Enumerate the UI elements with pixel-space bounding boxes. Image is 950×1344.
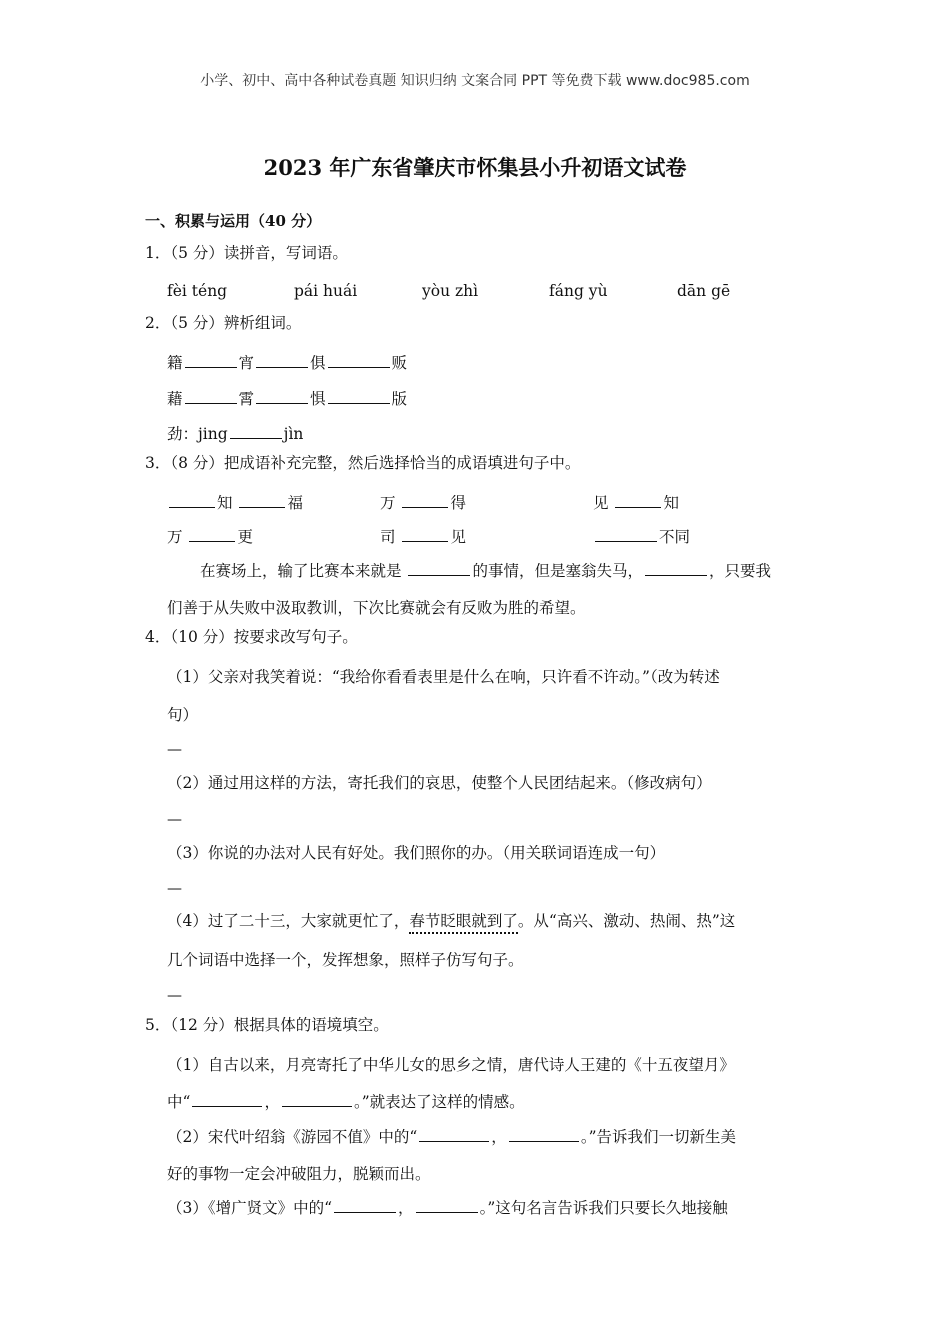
char: 得 bbox=[450, 494, 466, 512]
char: 福 bbox=[287, 494, 303, 512]
text: ， bbox=[398, 1199, 414, 1217]
char: 司 bbox=[380, 528, 396, 546]
question-2-stem: 2．（5 分）辨析组词。 bbox=[145, 314, 302, 332]
q4-sub-2: （2）通过用这样的方法，寄托我们的哀思，使整个人民团结起来。（修改病句） bbox=[167, 774, 712, 792]
pinyin-5: dān gē bbox=[677, 282, 731, 300]
char: 更 bbox=[237, 528, 253, 546]
text: 在赛场上，输了比赛本来就是 bbox=[200, 562, 402, 580]
answer-blank[interactable] bbox=[282, 1092, 352, 1107]
q4-sub-4-line-2: 几个词语中选择一个，发挥想象，照样子仿写句子。 bbox=[167, 951, 524, 969]
question-1-stem: 1．（5 分）读拼音，写词语。 bbox=[145, 244, 348, 262]
question-3-stem: 3．（8 分）把成语补充完整，然后选择恰当的成语填进句子中。 bbox=[145, 454, 581, 472]
q3-paragraph-line-2: 们善于从失败中汲取教训，下次比赛就会有反败为胜的希望。 bbox=[167, 599, 586, 617]
q2-row-2 bbox=[167, 387, 407, 409]
char: 不同 bbox=[659, 528, 691, 546]
q4-sub-1-line-1: （1）父亲对我笑着说：“我给你看看表里是什么在响，只许看不许动。”（改为转述 bbox=[167, 668, 720, 686]
q5-sub-2-line-1 bbox=[167, 1125, 736, 1147]
idiom-5 bbox=[380, 525, 466, 547]
page-title: 2023 年广东省肇庆市怀集县小升初语文试卷 bbox=[263, 155, 687, 180]
answer-blank[interactable] bbox=[185, 389, 237, 404]
answer-blank[interactable] bbox=[239, 493, 285, 508]
answer-dash[interactable]: — bbox=[167, 810, 182, 828]
text: （2）宋代叶绍翁《游园不值》中的“ bbox=[167, 1128, 418, 1146]
answer-blank[interactable] bbox=[169, 493, 215, 508]
section-heading: 一、积累与运用（40 分） bbox=[145, 212, 322, 230]
answer-blank[interactable] bbox=[230, 424, 282, 439]
idiom-6 bbox=[593, 525, 690, 547]
q2-row-3 bbox=[167, 422, 303, 444]
answer-blank[interactable] bbox=[334, 1198, 396, 1213]
answer-blank[interactable] bbox=[408, 561, 470, 576]
q4-sub-3: （3）你说的办法对人民有好处。我们照你的办。（用关联词语连成一句） bbox=[167, 844, 666, 862]
answer-dash[interactable]: — bbox=[167, 879, 182, 897]
answer-blank[interactable] bbox=[615, 493, 661, 508]
answer-blank[interactable] bbox=[416, 1198, 478, 1213]
char: 藉 bbox=[167, 390, 183, 408]
q5-sub-1-line-2 bbox=[167, 1090, 525, 1112]
text: 。”就表达了这样的情感。 bbox=[353, 1093, 525, 1111]
answer-dash[interactable]: — bbox=[167, 740, 182, 758]
answer-blank[interactable] bbox=[328, 353, 390, 368]
label: 劲：jing bbox=[167, 425, 228, 443]
q2-row-1 bbox=[167, 351, 407, 373]
pinyin-1: fèi téng bbox=[167, 282, 228, 300]
text: 中“ bbox=[167, 1093, 191, 1111]
answer-blank[interactable] bbox=[256, 389, 308, 404]
char: 万 bbox=[167, 528, 183, 546]
text: 。从“高兴、激动、热闹、热”这 bbox=[517, 912, 736, 930]
idiom-2 bbox=[380, 491, 466, 513]
char: 惧 bbox=[310, 390, 326, 408]
answer-blank[interactable] bbox=[328, 389, 390, 404]
q3-paragraph-line-1 bbox=[200, 559, 771, 581]
answer-blank[interactable] bbox=[419, 1127, 489, 1142]
question-4-stem: 4．（10 分）按要求改写句子。 bbox=[145, 628, 358, 646]
answer-dash[interactable]: — bbox=[167, 986, 182, 1004]
idiom-4 bbox=[167, 525, 253, 547]
q4-sub-1-line-2: 句） bbox=[167, 706, 199, 724]
char: 宵 bbox=[238, 354, 255, 372]
char: 贩 bbox=[391, 354, 408, 372]
answer-blank[interactable] bbox=[402, 527, 448, 542]
char: 俱 bbox=[310, 354, 326, 372]
text: ， bbox=[491, 1128, 507, 1146]
char: 见 bbox=[450, 528, 466, 546]
answer-blank[interactable] bbox=[192, 1092, 262, 1107]
answer-blank[interactable] bbox=[185, 353, 237, 368]
answer-blank[interactable] bbox=[645, 561, 707, 576]
site-header: 小学、初中、高中各种试卷真题 知识归纳 文案合同 PPT 等免费下载 www.doc985.com bbox=[200, 73, 750, 89]
char: 知 bbox=[217, 494, 233, 512]
text: 的事情，但是塞翁失马， bbox=[472, 562, 643, 580]
text: 。”这句名言告诉我们只要长久地接触 bbox=[479, 1199, 728, 1217]
q4-sub-4-line-1 bbox=[167, 909, 735, 931]
pinyin-4: fáng yù bbox=[549, 282, 608, 300]
label: jìn bbox=[283, 425, 304, 443]
emphasized-text: 春节眨眼就到了 bbox=[409, 912, 518, 934]
answer-blank[interactable] bbox=[595, 527, 657, 542]
idiom-3 bbox=[593, 491, 679, 513]
text: 。”告诉我们一切新生美 bbox=[580, 1128, 736, 1146]
answer-blank[interactable] bbox=[189, 527, 235, 542]
text: （4）过了二十三，大家就更忙了， bbox=[167, 912, 410, 930]
char: 见 bbox=[593, 494, 609, 512]
q5-sub-3-line-1 bbox=[167, 1196, 728, 1218]
question-5-stem: 5．（12 分）根据具体的语境填空。 bbox=[145, 1016, 389, 1034]
text: ，只要我 bbox=[708, 562, 771, 580]
char: 版 bbox=[391, 390, 408, 408]
answer-blank[interactable] bbox=[256, 353, 308, 368]
char: 知 bbox=[663, 494, 679, 512]
char: 籍 bbox=[167, 354, 183, 372]
char: 万 bbox=[380, 494, 396, 512]
char: 霄 bbox=[238, 390, 255, 408]
idiom-1 bbox=[167, 491, 303, 513]
q5-sub-1-line-1: （1）自古以来，月亮寄托了中华儿女的思乡之情，唐代诗人王建的《十五夜望月》 bbox=[167, 1056, 735, 1074]
answer-blank[interactable] bbox=[402, 493, 448, 508]
text: ， bbox=[264, 1093, 280, 1111]
pinyin-2: pái huái bbox=[294, 282, 358, 300]
text: （3）《增广贤文》中的“ bbox=[167, 1199, 333, 1217]
q5-sub-2-line-2: 好的事物一定会冲破阻力，脱颖而出。 bbox=[167, 1165, 431, 1183]
pinyin-3: yòu zhì bbox=[422, 282, 479, 300]
answer-blank[interactable] bbox=[509, 1127, 579, 1142]
